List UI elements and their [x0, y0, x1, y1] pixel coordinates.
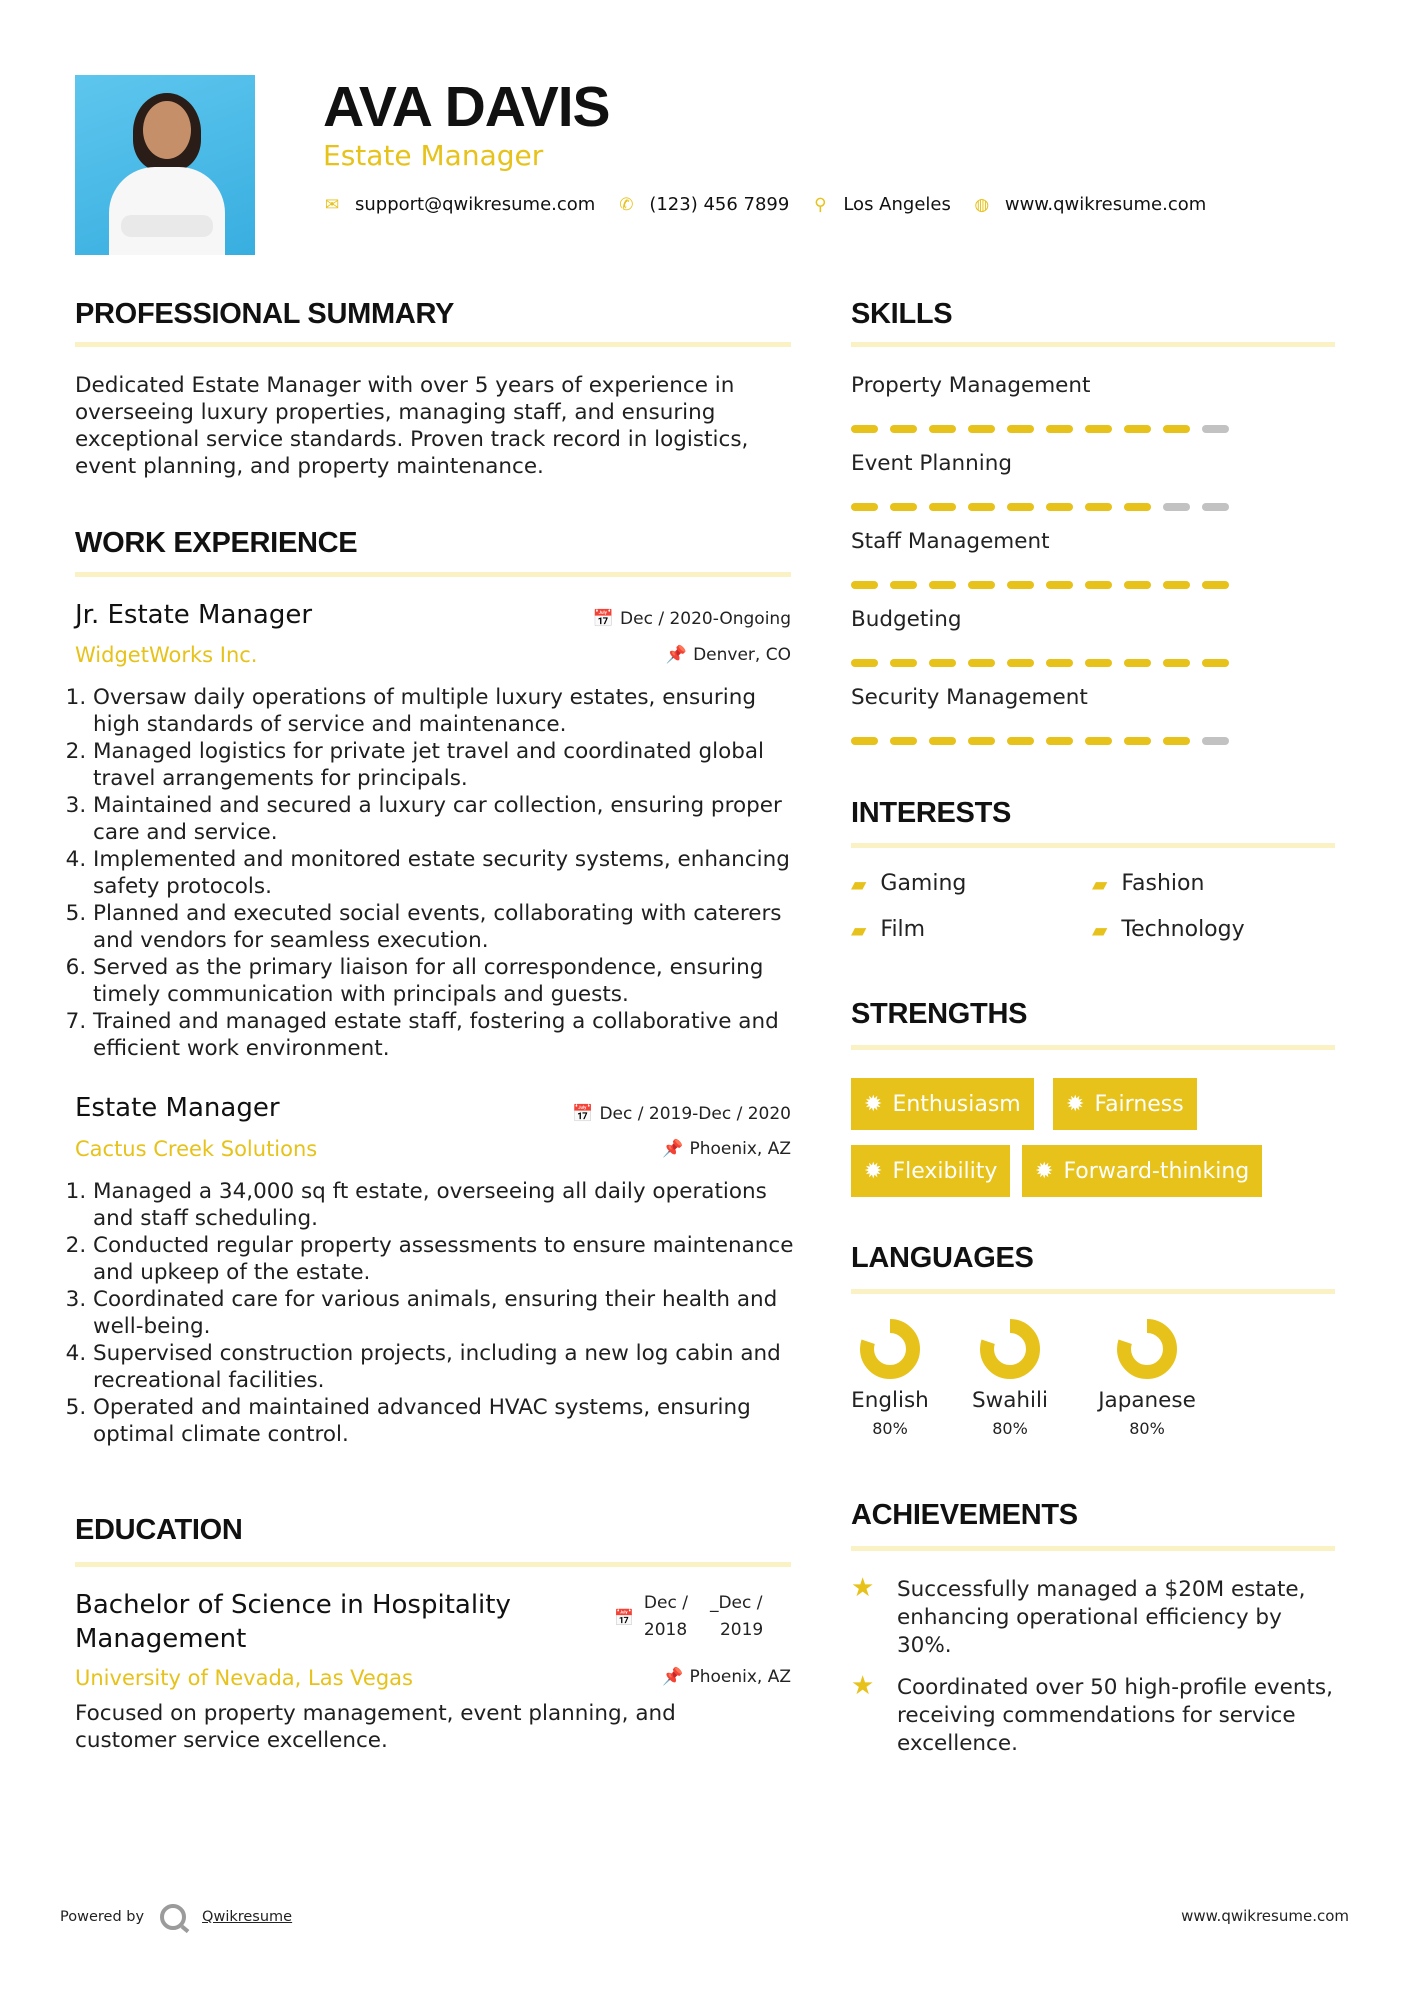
skill-dash-filled	[968, 425, 995, 433]
star-icon: ★	[851, 1573, 875, 1603]
skill-dash-filled	[890, 425, 917, 433]
skill-dash-empty	[1202, 425, 1229, 433]
skill-dash-filled	[1046, 737, 1073, 745]
skill-dash-empty	[1202, 737, 1229, 745]
language-name: Japanese	[1098, 1388, 1196, 1413]
list-item: 1. Managed a 34,000 sq ft estate, overseeing all daily operations and staff scheduling.	[93, 1178, 795, 1232]
skill-dash-filled	[1163, 425, 1190, 433]
book-icon: ▰	[1092, 917, 1108, 942]
skill-name: Budgeting	[851, 607, 962, 632]
interest-label: Film	[880, 917, 926, 942]
list-item: 4. Supervised construction projects, including a new log cabin and recreational facilities.	[93, 1340, 795, 1394]
starburst-icon: ✹	[1066, 1091, 1085, 1117]
job-location-text: Denver, CO	[693, 645, 791, 665]
calendar-icon: 📅	[572, 1104, 594, 1124]
candidate-name: AVA DAVIS	[323, 75, 610, 139]
achievements-heading: ACHIEVEMENTS	[851, 1499, 1078, 1531]
powered-by	[60, 1904, 292, 1930]
starburst-icon: ✹	[1035, 1158, 1054, 1184]
skill-dash-filled	[1046, 581, 1073, 589]
strength-chip	[1022, 1145, 1262, 1197]
language-name: English	[851, 1388, 929, 1413]
achievement-item	[851, 1671, 1341, 1758]
skill-dash-filled	[1007, 581, 1034, 589]
language-ring	[979, 1318, 1041, 1380]
book-icon: ▰	[851, 871, 867, 896]
book-icon: ▰	[851, 917, 867, 942]
job-company: Cactus Creek Solutions	[75, 1137, 318, 1161]
job-duties-list	[75, 1178, 795, 1448]
achievements-divider	[851, 1546, 1335, 1551]
strengths-divider	[851, 1045, 1335, 1050]
skills-heading: SKILLS	[851, 298, 953, 330]
strength-label: Enthusiasm	[892, 1091, 1021, 1117]
skill-name: Security Management	[851, 685, 1088, 710]
skill-dash-filled	[851, 659, 878, 667]
list-item: 5. Planned and executed social events, collaborating with caterers and vendors for seamless execution.	[93, 900, 795, 954]
strength-chip	[851, 1078, 1034, 1130]
education-dates	[614, 1590, 763, 1644]
job-company: WidgetWorks Inc.	[75, 643, 258, 667]
profile-photo	[75, 75, 255, 255]
location-pin-icon: ⚲	[814, 194, 827, 215]
footer-url[interactable]: www.qwikresume.com	[1181, 1907, 1349, 1925]
list-item: 7. Trained and managed estate staff, fostering a collaborative and efficient work environment.	[93, 1008, 795, 1062]
contact-phone[interactable]	[617, 194, 789, 215]
skill-dash-filled	[929, 581, 956, 589]
languages-divider	[851, 1289, 1335, 1294]
skill-dash-filled	[968, 503, 995, 511]
skill-dash-filled	[890, 659, 917, 667]
qwikresume-logo-icon	[160, 1904, 186, 1930]
candidate-role: Estate Manager	[323, 139, 544, 172]
skills-divider	[851, 342, 1335, 347]
job-dates	[593, 609, 791, 629]
education-heading: EDUCATION	[75, 1514, 243, 1546]
powered-by-label: Powered by	[60, 1909, 145, 1925]
skill-dash-filled	[1007, 503, 1034, 511]
edu-start-year: 2018	[643, 1620, 688, 1640]
skill-dash-filled	[968, 659, 995, 667]
pushpin-icon: 📌	[662, 1139, 684, 1159]
skill-dash-filled	[1202, 581, 1229, 589]
job-title: Estate Manager	[75, 1093, 280, 1123]
education-location-text: Phoenix, AZ	[689, 1667, 791, 1687]
skill-level-bar	[851, 425, 1241, 433]
skill-dash-filled	[1163, 581, 1190, 589]
job-location	[666, 645, 791, 665]
skill-dash-filled	[1046, 503, 1073, 511]
interest-item	[851, 917, 925, 942]
starburst-icon: ✹	[864, 1158, 883, 1184]
summary-divider	[75, 342, 791, 347]
skill-dash-filled	[1124, 737, 1151, 745]
skill-dash-filled	[968, 737, 995, 745]
education-description: Focused on property management, event planning, and customer service excellence.	[75, 1701, 676, 1753]
job-location	[662, 1139, 791, 1159]
contact-email[interactable]	[323, 194, 595, 215]
skill-dash-filled	[890, 737, 917, 745]
list-item: 2. Managed logistics for private jet travel and coordinated global travel arrangements for principals.	[93, 738, 795, 792]
interests-divider	[851, 843, 1335, 848]
skill-dash-filled	[1085, 503, 1112, 511]
edu-start-month: Dec /	[643, 1593, 688, 1613]
language-percent: 80%	[992, 1419, 1028, 1438]
interests-heading: INTERESTS	[851, 797, 1012, 829]
contact-location	[811, 194, 951, 215]
list-item: 5. Operated and maintained advanced HVAC systems, ensuring optimal climate control.	[93, 1394, 795, 1448]
language-item	[851, 1318, 929, 1438]
interest-label: Fashion	[1121, 871, 1205, 896]
skill-level-bar	[851, 737, 1241, 745]
pushpin-icon: 📌	[662, 1667, 684, 1687]
strengths-heading: STRENGTHS	[851, 998, 1028, 1030]
school-name: University of Nevada, Las Vegas	[75, 1666, 413, 1690]
contact-email-text: support@qwikresume.com	[355, 194, 596, 215]
summary-text: Dedicated Estate Manager with over 5 years of experience in overseeing luxury properties, managing staff, and ensuring exceptional service standards. Proven track record in logistics, event planning, and property maintenance.	[75, 373, 749, 479]
list-item: 4. Implemented and monitored estate security systems, enhancing safety protocols.	[93, 846, 795, 900]
skill-dash-filled	[851, 503, 878, 511]
skill-dash-filled	[1124, 581, 1151, 589]
edu-end-year: 2019	[719, 1620, 764, 1640]
skill-dash-filled	[1046, 659, 1073, 667]
skill-dash-filled	[1046, 425, 1073, 433]
interest-label: Technology	[1121, 917, 1245, 942]
job-duties-list	[75, 684, 795, 1062]
skill-dash-filled	[1007, 737, 1034, 745]
pushpin-icon: 📌	[665, 645, 688, 665]
education-location	[662, 1667, 791, 1687]
skill-name: Property Management	[851, 373, 1091, 398]
skill-name: Staff Management	[851, 529, 1050, 554]
skill-level-bar	[851, 659, 1241, 667]
star-icon: ★	[851, 1671, 875, 1701]
book-icon: ▰	[1092, 871, 1108, 896]
skill-dash-filled	[1124, 503, 1151, 511]
skill-dash-filled	[1163, 737, 1190, 745]
achievement-text: Coordinated over 50 high-profile events, receiving commendations for service excellence.	[897, 1675, 1333, 1756]
interest-item	[851, 871, 966, 896]
language-item	[1091, 1318, 1203, 1438]
summary-heading: PROFESSIONAL SUMMARY	[75, 298, 455, 330]
skill-dash-filled	[1085, 737, 1112, 745]
job-location-text: Phoenix, AZ	[689, 1139, 791, 1159]
qwikresume-link[interactable]: Qwikresume	[202, 1909, 293, 1925]
skill-dash-filled	[890, 581, 917, 589]
skill-dash-filled	[1124, 659, 1151, 667]
language-item	[971, 1318, 1049, 1438]
list-item: 2. Conducted regular property assessments to ensure maintenance and upkeep of the estate.	[93, 1232, 795, 1286]
education-divider	[75, 1562, 791, 1567]
job-title: Jr. Estate Manager	[75, 600, 313, 630]
interest-item	[1092, 917, 1245, 942]
list-item: 3. Coordinated care for various animals, ensuring their health and well-being.	[93, 1286, 795, 1340]
skill-dash-filled	[851, 425, 878, 433]
skill-dash-filled	[929, 737, 956, 745]
strength-chip	[1053, 1078, 1197, 1130]
experience-divider	[75, 572, 791, 577]
job-dates	[572, 1104, 791, 1124]
achievement-text: Successfully managed a $20M estate, enhancing operational efficiency by 30%.	[897, 1577, 1306, 1658]
skill-dash-empty	[1163, 503, 1190, 511]
experience-heading: WORK EXPERIENCE	[75, 527, 358, 559]
contact-website[interactable]	[973, 194, 1206, 215]
contact-row	[323, 194, 1228, 215]
interest-item	[1092, 871, 1204, 896]
skill-dash-filled	[851, 581, 878, 589]
contact-website-text: www.qwikresume.com	[1004, 194, 1207, 215]
skill-dash-filled	[1085, 659, 1112, 667]
contact-location-text: Los Angeles	[843, 194, 951, 215]
skill-dash-filled	[851, 737, 878, 745]
languages-heading: LANGUAGES	[851, 1242, 1034, 1274]
skill-name: Event Planning	[851, 451, 1013, 476]
strength-label: Forward-thinking	[1063, 1158, 1250, 1184]
contact-phone-text: (123) 456 7899	[649, 194, 790, 215]
language-percent: 80%	[872, 1419, 908, 1438]
envelope-icon: ✉	[324, 194, 340, 215]
skill-level-bar	[851, 581, 1241, 589]
skill-dash-filled	[929, 503, 956, 511]
skill-dash-empty	[1202, 503, 1229, 511]
strength-chip	[851, 1145, 1010, 1197]
list-item: 6. Served as the primary liaison for all correspondence, ensuring timely communication with principals and guests.	[93, 954, 795, 1008]
list-item: 3. Maintained and secured a luxury car collection, ensuring proper care and service.	[93, 792, 795, 846]
skill-dash-filled	[1085, 425, 1112, 433]
skill-dash-filled	[1007, 425, 1034, 433]
edu-end-month: _Dec /	[709, 1593, 763, 1613]
calendar-icon: 📅	[614, 1607, 634, 1627]
skill-dash-filled	[1007, 659, 1034, 667]
language-name: Swahili	[972, 1388, 1048, 1413]
skill-dash-filled	[1163, 659, 1190, 667]
job-dates-text: Dec / 2020-Ongoing	[620, 609, 791, 629]
skill-dash-filled	[1202, 659, 1229, 667]
strength-label: Flexibility	[892, 1158, 998, 1184]
skill-dash-filled	[1124, 425, 1151, 433]
language-ring	[859, 1318, 921, 1380]
degree-title: Bachelor of Science in Hospitality Management	[75, 1590, 511, 1654]
globe-icon: ◍	[974, 194, 990, 215]
interest-label: Gaming	[880, 871, 967, 896]
skill-dash-filled	[929, 659, 956, 667]
job-dates-text: Dec / 2019-Dec / 2020	[599, 1104, 791, 1124]
skill-dash-filled	[1085, 581, 1112, 589]
skill-level-bar	[851, 503, 1241, 511]
list-item: 1. Oversaw daily operations of multiple luxury estates, ensuring high standards of service and maintenance.	[93, 684, 795, 738]
skill-dash-filled	[890, 503, 917, 511]
achievement-item	[851, 1573, 1341, 1660]
language-ring	[1116, 1318, 1178, 1380]
strength-label: Fairness	[1094, 1091, 1184, 1117]
phone-icon: ✆	[619, 194, 634, 215]
calendar-icon: 📅	[592, 609, 615, 629]
skill-dash-filled	[968, 581, 995, 589]
starburst-icon: ✹	[864, 1091, 883, 1117]
skill-dash-filled	[929, 425, 956, 433]
language-percent: 80%	[1129, 1419, 1165, 1438]
